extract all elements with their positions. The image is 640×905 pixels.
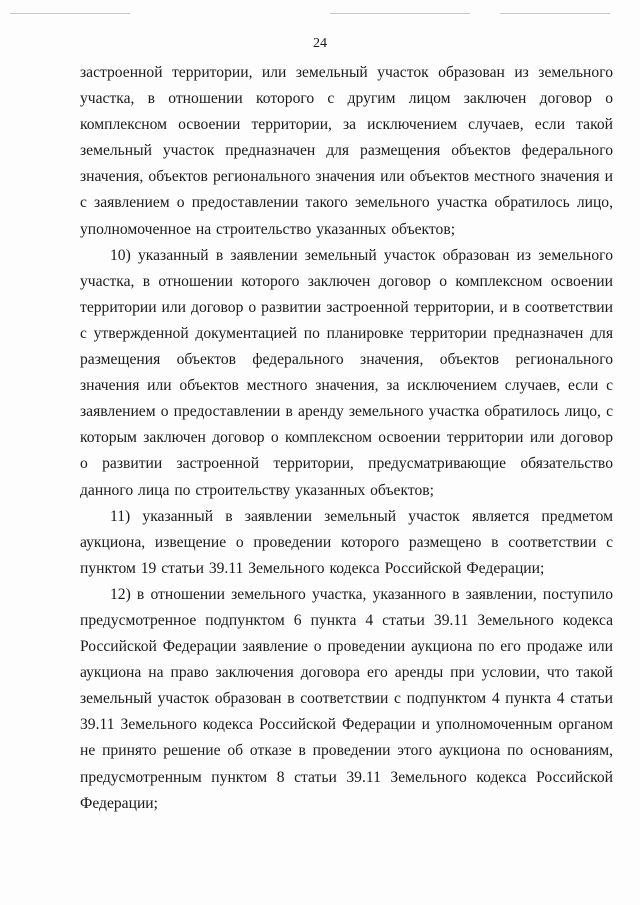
paragraph-item-12: 12) в отношении земельного участка, указанного в заявлении, поступило предусмотренное подпунктом 6 пункта 4 статьи 39.11 Земельного кодекса Российской Федерации заявление о проведении аукциона по его продаже или аукциона на право заключения договора его аренды при условии, что такой земельный участок образован в соответствии с подпунктом 4 пункта 4 статьи 39.11 Земельного кодекса Российской Федерации и уполномоченным органом не принято решение об отказе в проведении этого аукциона по основаниям, предусмотренным пунктом 8 статьи 39.11 Земельного кодекса Российской Федерации; (80, 585, 613, 812)
scan-edge-mark (10, 13, 130, 14)
page-number: 24 (313, 36, 327, 51)
document-body (80, 60, 613, 817)
paragraph-item-10: 10) указанный в заявлении земельный участок образован из земельного участка, в отношении которого заключен договор о комплексном освоении территории или договор о развитии застроенной территории, и в соответствии с утвержденной документацией по планировке территории предназначен для размещения объектов федерального значения, объектов регионального значения или объектов местного значения, за исключением случаев, если с заявлением о предоставлении в аренду земельного участка обратилось лицо, с которым заключен договор о комплексном освоении территории или договор о развитии застроенной территории, предусматривающие обязательство данного лица по строительству указанных объектов; (80, 246, 613, 499)
paragraph-item-11: 11) указанный в заявлении земельный участок является предметом аукциона, извещение о проведении которого размещено в соответствии с пунктом 19 статьи 39.11 Земельного кодекса Российской Федерации; (80, 507, 613, 577)
scan-edge-mark (330, 13, 470, 14)
paragraph-continuation: застроенной территории, или земельный участок образован из земельного участка, в отношении которого с другим лицом заключен договор о комплексном освоении территории, за исключением случаев, если такой земельный участок предназначен для размещения объектов федерального значения, объектов регионального значения или объектов местного значения и с заявлением о предоставлении такого земельного участка обратилось лицо, уполномоченное на строительство указанных объектов; (80, 64, 613, 238)
scan-edge-mark (500, 13, 610, 14)
